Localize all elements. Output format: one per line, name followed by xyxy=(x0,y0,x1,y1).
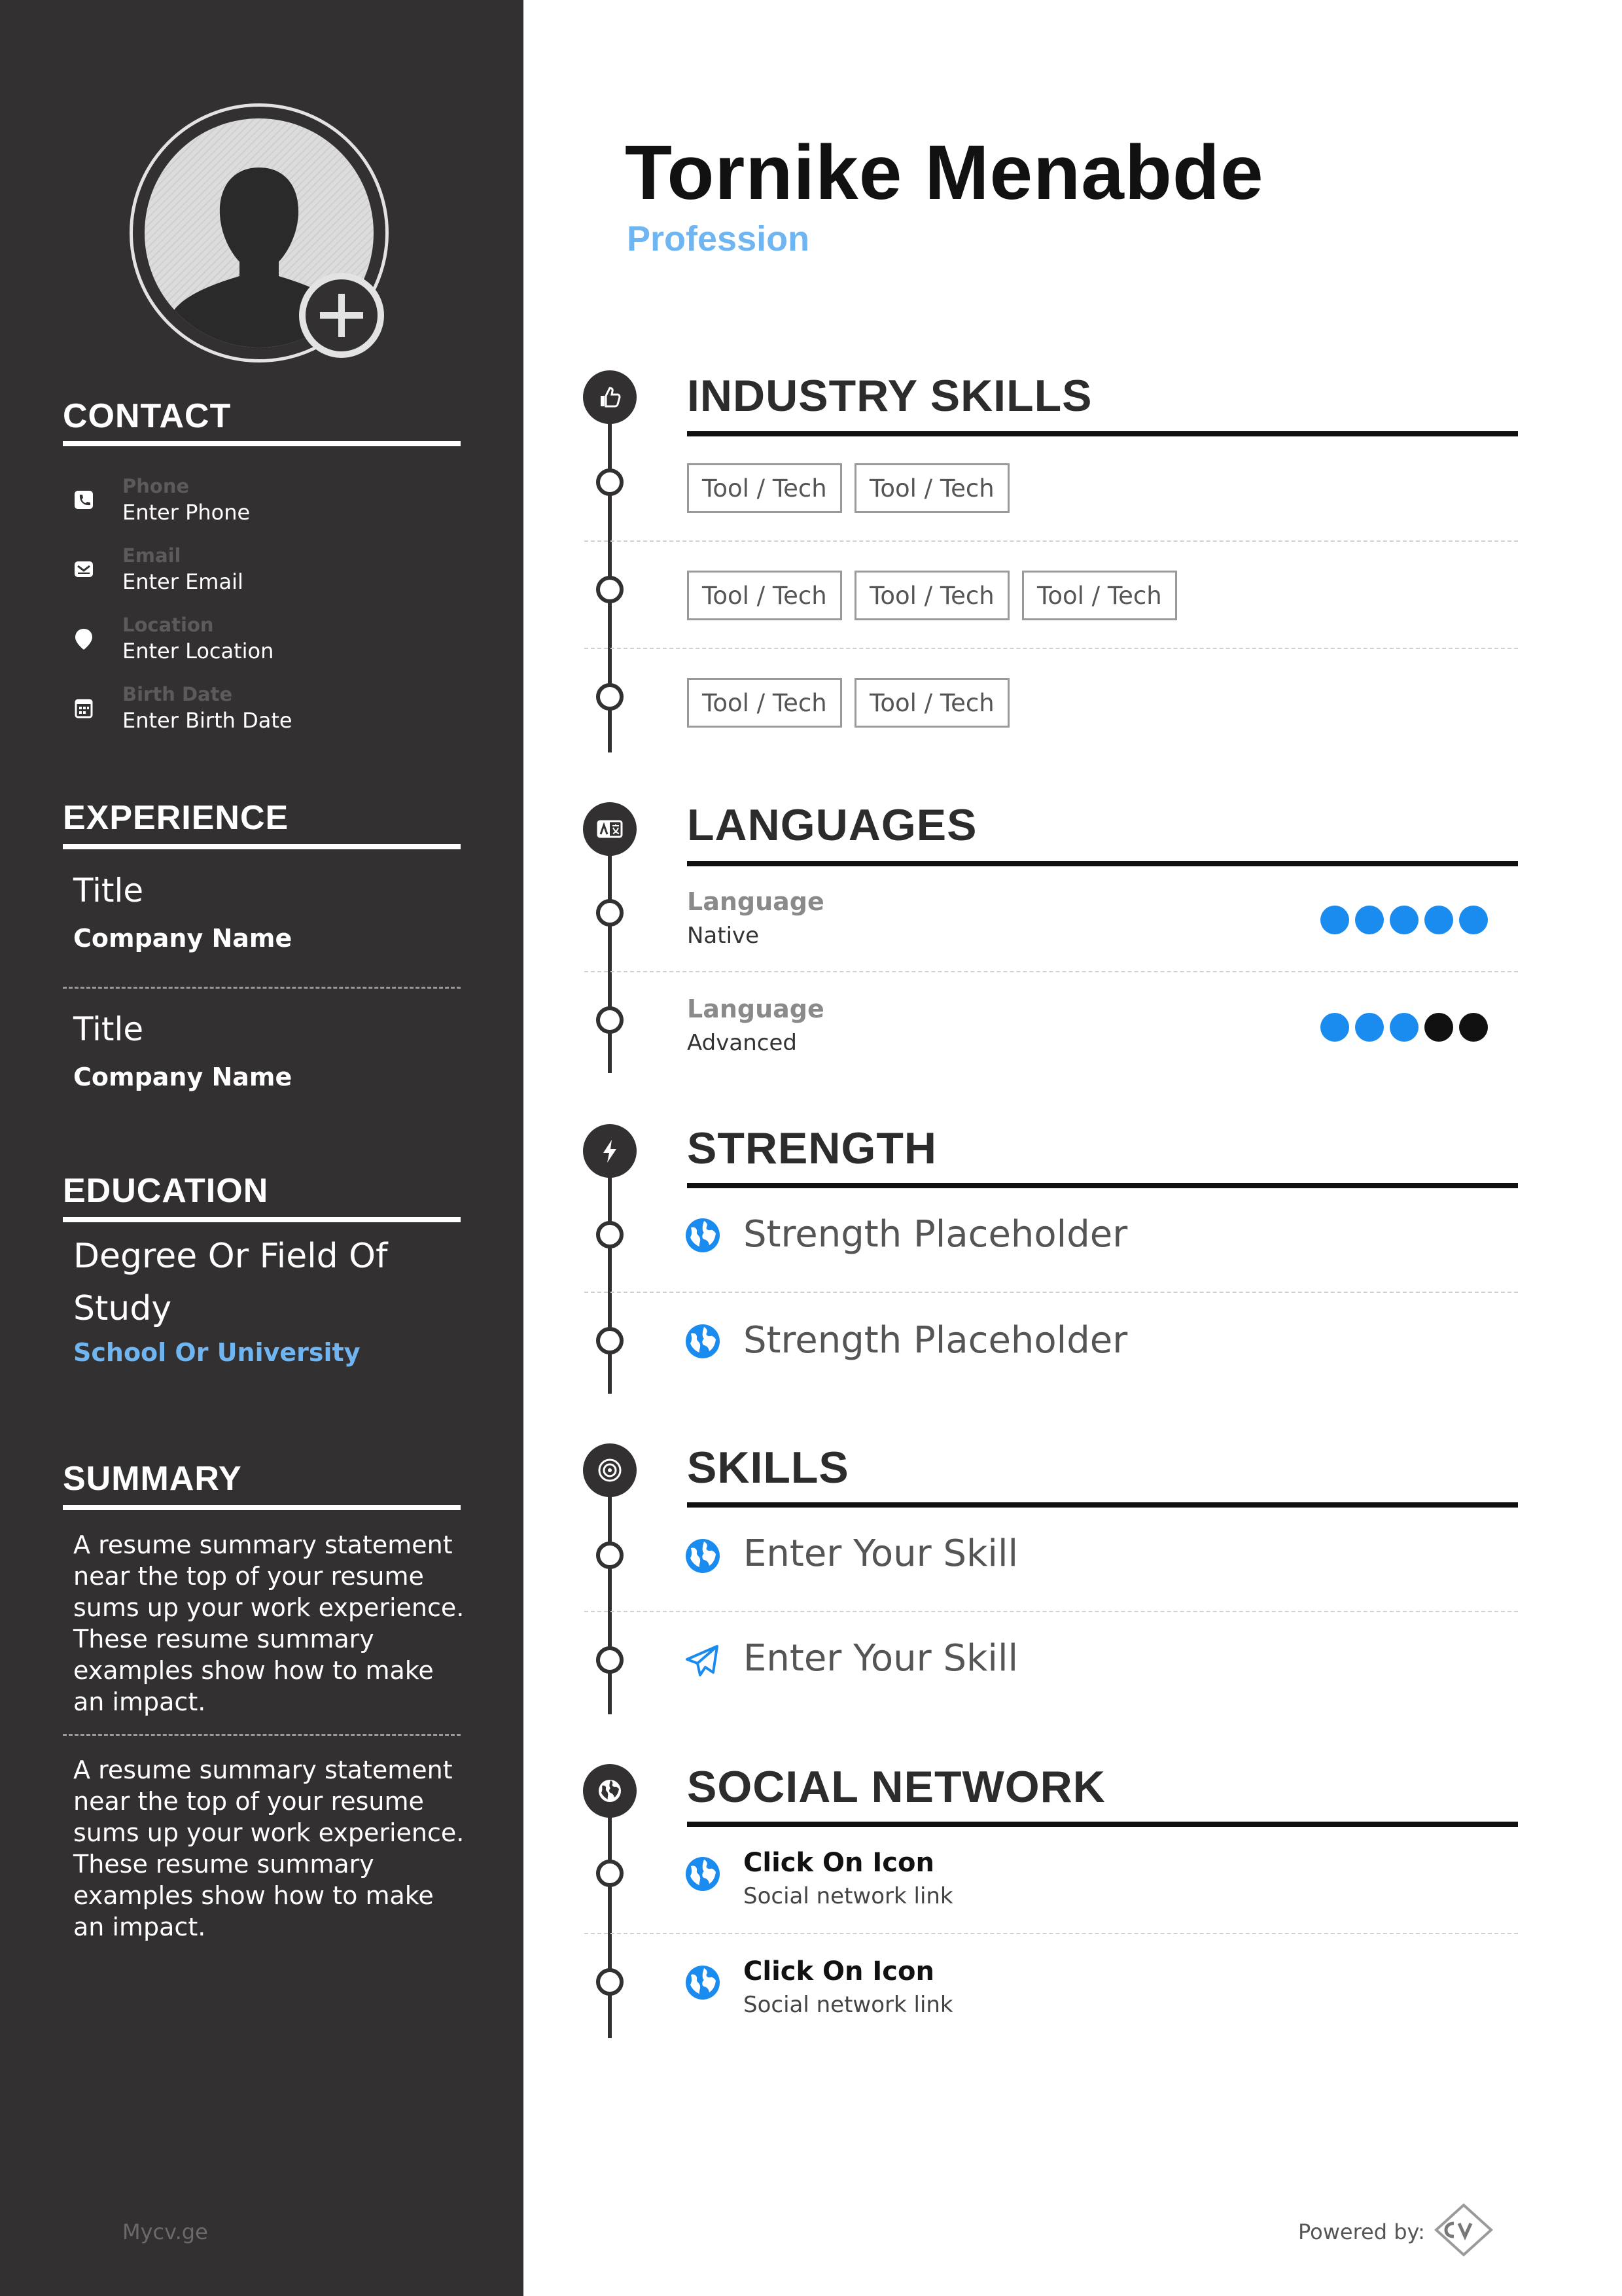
strength-item[interactable]: Strength Placeholder xyxy=(743,1213,1128,1256)
social-title[interactable]: Click On Icon xyxy=(743,1956,934,1987)
timeline-node xyxy=(596,1646,624,1674)
sidebar xyxy=(0,0,523,2296)
skill-item[interactable]: Enter Your Skill xyxy=(743,1532,1019,1575)
education-school[interactable]: School Or University xyxy=(73,1338,361,1367)
language-level[interactable]: Advanced xyxy=(687,1030,797,1056)
lightning-icon xyxy=(597,1138,623,1164)
row-separator xyxy=(584,971,1518,972)
site-footer-link[interactable]: Mycv.ge xyxy=(122,2219,208,2244)
experience-heading: EXPERIENCE xyxy=(63,799,289,837)
phone-icon xyxy=(71,487,97,513)
summary-divider xyxy=(63,1505,461,1510)
rating-dot[interactable] xyxy=(1355,1013,1384,1042)
powered-by-label: Powered by: xyxy=(1298,2219,1425,2244)
skills-heading: SKILLS xyxy=(687,1443,849,1492)
industry-skills-heading: INDUSTRY SKILLS xyxy=(687,371,1093,421)
globe-icon xyxy=(597,1778,623,1804)
rating-dot[interactable] xyxy=(1390,1013,1419,1042)
industry-skills-divider xyxy=(687,431,1518,436)
plus-icon xyxy=(306,279,378,351)
candidate-name[interactable]: Tornike Menabde xyxy=(625,130,1264,216)
experience-title[interactable]: Title xyxy=(73,1010,144,1048)
languages-badge xyxy=(583,802,637,856)
paper-plane-icon[interactable] xyxy=(684,1642,721,1679)
language-name[interactable]: Language xyxy=(687,995,824,1023)
location-label: Location xyxy=(122,614,214,636)
email-icon xyxy=(71,556,97,582)
row-separator xyxy=(584,648,1518,649)
calendar-icon xyxy=(71,695,97,721)
language-level[interactable]: Native xyxy=(687,923,760,949)
rating-dot[interactable] xyxy=(1320,1013,1349,1042)
globe-icon[interactable] xyxy=(684,1323,721,1360)
timeline-node xyxy=(596,576,624,603)
contact-divider xyxy=(63,441,461,446)
add-photo-button[interactable] xyxy=(299,273,384,358)
social-network-badge xyxy=(583,1764,637,1818)
rating-dot[interactable] xyxy=(1424,906,1453,934)
skill-tag[interactable]: Tool / Tech xyxy=(687,463,842,513)
contact-heading: CONTACT xyxy=(63,397,232,435)
rating-dot[interactable] xyxy=(1459,1013,1488,1042)
strength-badge xyxy=(583,1124,637,1178)
skill-tag[interactable]: Tool / Tech xyxy=(687,571,842,620)
timeline-node xyxy=(596,468,624,496)
timeline-node xyxy=(596,683,624,711)
social-link[interactable]: Social network link xyxy=(743,1883,953,1909)
profile-photo[interactable] xyxy=(130,103,389,362)
languages-divider xyxy=(687,861,1518,866)
target-icon xyxy=(597,1457,623,1483)
birth-date-label: Birth Date xyxy=(122,683,233,705)
rating-dot[interactable] xyxy=(1320,906,1349,934)
experience-company[interactable]: Company Name xyxy=(73,1063,292,1091)
profession[interactable]: Profession xyxy=(627,219,810,258)
timeline-line xyxy=(608,831,612,1073)
education-degree[interactable]: Degree Or Field Of Study xyxy=(73,1237,388,1328)
timeline-line xyxy=(608,1793,612,2038)
row-separator xyxy=(584,1611,1518,1612)
skill-tag[interactable]: Tool / Tech xyxy=(855,571,1010,620)
summary-heading: SUMMARY xyxy=(63,1460,242,1498)
location-value[interactable]: Enter Location xyxy=(122,639,274,663)
skills-badge xyxy=(583,1443,637,1497)
social-title[interactable]: Click On Icon xyxy=(743,1848,934,1878)
experience-title[interactable]: Title xyxy=(73,872,144,910)
languages-heading: LANGUAGES xyxy=(687,800,978,850)
globe-icon[interactable] xyxy=(684,1217,721,1254)
email-value[interactable]: Enter Email xyxy=(122,569,243,594)
row-separator xyxy=(584,1292,1518,1293)
globe-icon[interactable] xyxy=(684,1538,721,1574)
skill-tag[interactable]: Tool / Tech xyxy=(855,678,1010,728)
globe-icon[interactable] xyxy=(684,1856,721,1892)
social-network-divider xyxy=(687,1822,1518,1827)
email-label: Email xyxy=(122,544,181,567)
rating-dot[interactable] xyxy=(1355,906,1384,934)
birth-date-value[interactable]: Enter Birth Date xyxy=(122,708,292,733)
translate-icon xyxy=(597,816,623,842)
strength-heading: STRENGTH xyxy=(687,1123,937,1173)
summary-paragraph[interactable]: A resume summary statement near the top of your resume sums up your work experience. These resume summary examples show how to make an impact. xyxy=(73,1530,465,1716)
industry-skills-badge xyxy=(583,370,637,424)
strength-item[interactable]: Strength Placeholder xyxy=(743,1319,1128,1362)
rating-dot[interactable] xyxy=(1390,906,1419,934)
rating-dot[interactable] xyxy=(1459,906,1488,934)
timeline-node xyxy=(596,1968,624,1996)
rating-dot[interactable] xyxy=(1424,1013,1453,1042)
experience-divider xyxy=(63,844,461,849)
globe-icon[interactable] xyxy=(684,1964,721,2001)
education-heading: EDUCATION xyxy=(63,1172,269,1210)
skill-tag[interactable]: Tool / Tech xyxy=(1022,571,1177,620)
strength-divider xyxy=(687,1183,1518,1188)
timeline-node xyxy=(596,1860,624,1887)
experience-company[interactable]: Company Name xyxy=(73,924,292,953)
skills-divider xyxy=(687,1502,1518,1508)
education-divider xyxy=(63,1217,461,1222)
timeline-node xyxy=(596,1006,624,1034)
skill-item[interactable]: Enter Your Skill xyxy=(743,1637,1019,1680)
phone-label: Phone xyxy=(122,475,190,497)
timeline-line xyxy=(608,1472,612,1714)
timeline-node xyxy=(596,899,624,927)
summary-paragraph[interactable]: A resume summary statement near the top of your resume sums up your work experience. These resume summary examples show how to make an impact. xyxy=(73,1756,465,1941)
skill-tag[interactable]: Tool / Tech xyxy=(687,678,842,728)
timeline-node xyxy=(596,1542,624,1569)
thumbs-up-icon xyxy=(597,384,623,410)
timeline-node xyxy=(596,1327,624,1354)
timeline-node xyxy=(596,1221,624,1248)
skill-tag[interactable]: Tool / Tech xyxy=(855,463,1010,513)
location-icon xyxy=(71,626,97,652)
experience-separator xyxy=(63,987,461,989)
summary-separator xyxy=(63,1734,461,1736)
social-link[interactable]: Social network link xyxy=(743,1992,953,2018)
row-separator xyxy=(584,540,1518,542)
language-name[interactable]: Language xyxy=(687,887,824,916)
social-network-heading: SOCIAL NETWORK xyxy=(687,1762,1106,1812)
timeline-line xyxy=(608,1152,612,1394)
mycv-logo-icon[interactable] xyxy=(1433,2202,1494,2257)
row-separator xyxy=(584,1933,1518,1934)
phone-value[interactable]: Enter Phone xyxy=(122,500,251,525)
